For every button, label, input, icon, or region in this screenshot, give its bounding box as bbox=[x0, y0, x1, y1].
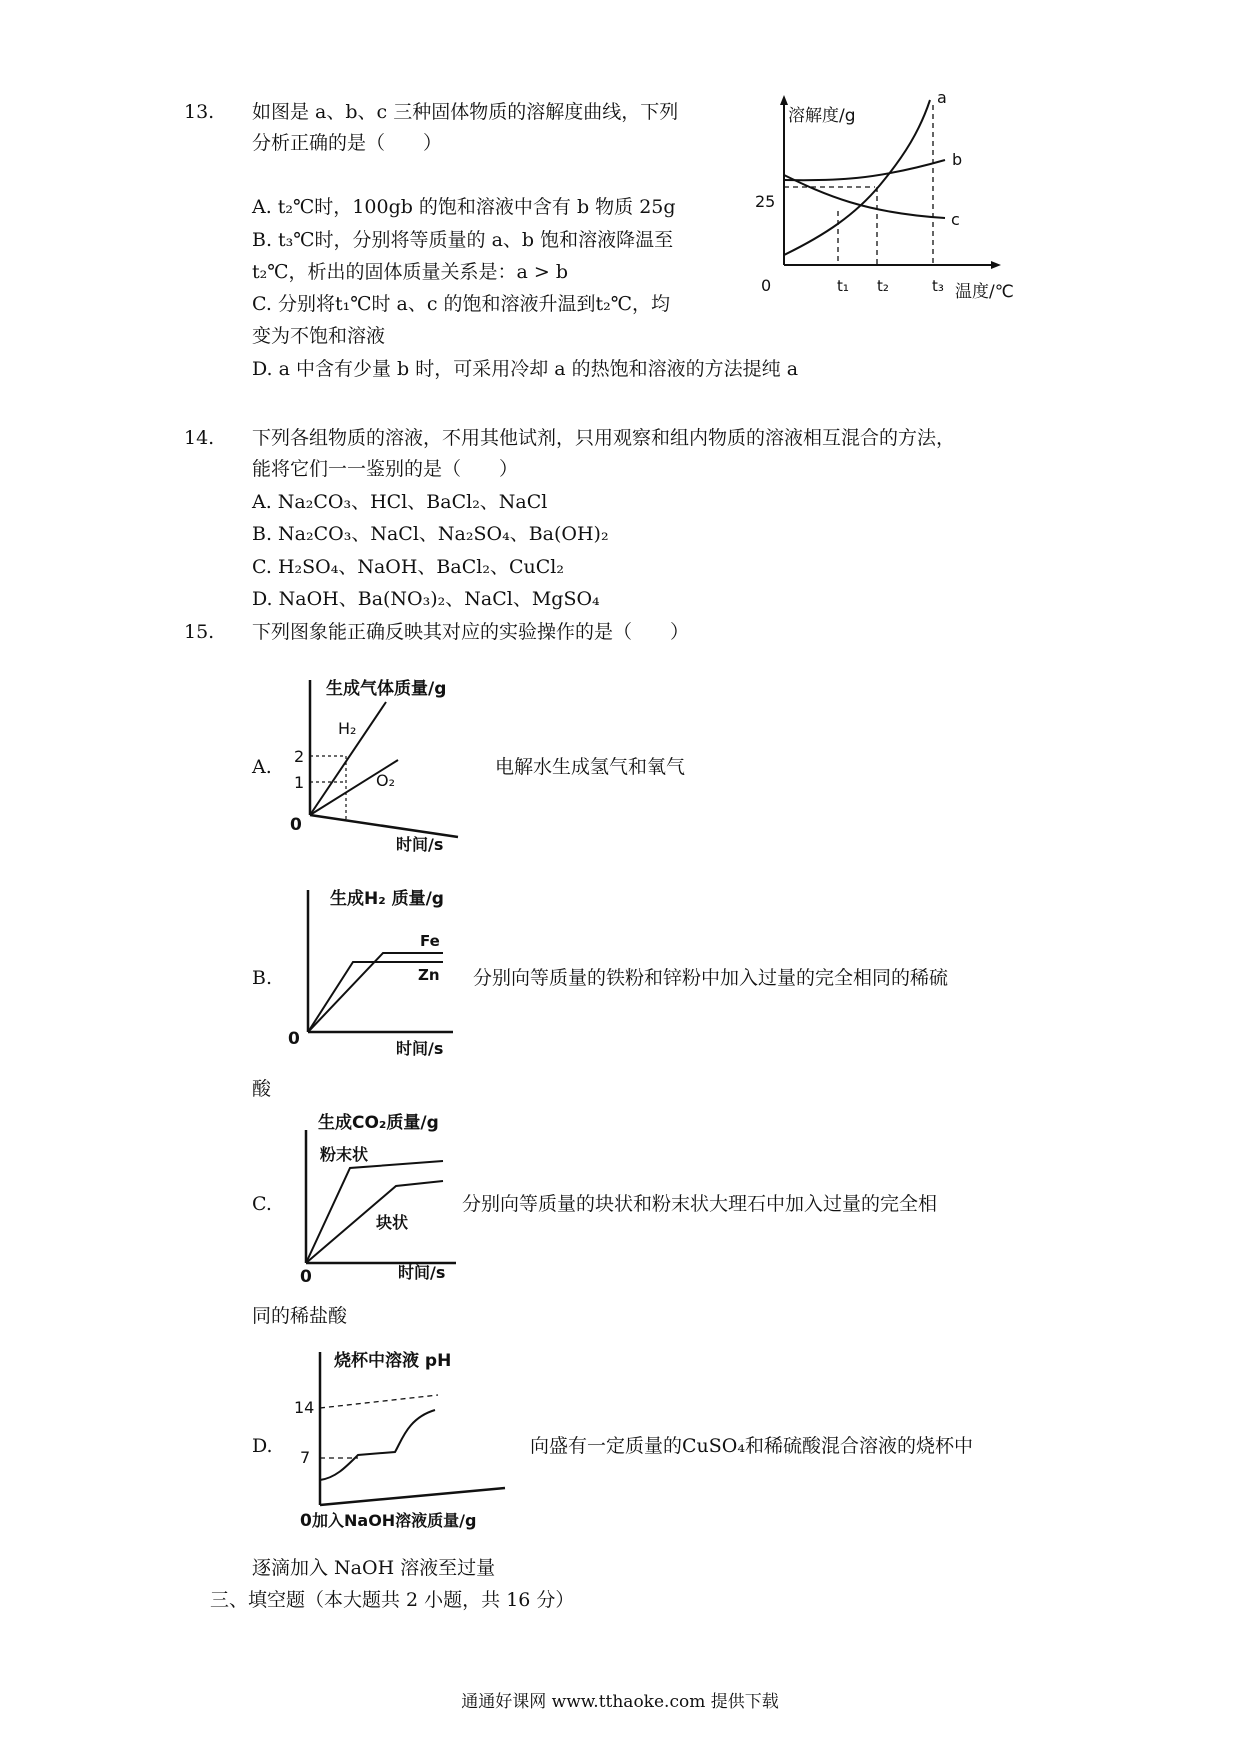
series-lump-label: 块状 bbox=[376, 1213, 409, 1232]
q15-option-c-desc-line1: 分别向等质量的块状和粉末状大理石中加入过量的完全相 bbox=[462, 1193, 938, 1215]
q15-option-c-desc-line2: 同的稀盐酸 bbox=[252, 1305, 348, 1327]
y-tick-25: 25 bbox=[755, 192, 776, 211]
y-axis-label: 烧杯中溶液 pH bbox=[334, 1351, 452, 1371]
series-powder-label: 粉末状 bbox=[320, 1145, 369, 1164]
x-axis bbox=[320, 1488, 505, 1505]
y-axis-label: 生成H₂ 质量/g bbox=[330, 889, 444, 909]
q13-stem-line1: 如图是 a、b、c 三种固体物质的溶解度曲线，下列 bbox=[252, 101, 679, 123]
curve-label-b: b bbox=[952, 150, 963, 169]
q14-option-b: B. Na₂CO₃、NaCl、Na₂SO₄、Ba(OH)₂ bbox=[252, 523, 609, 545]
x-tick-t1: t₁ bbox=[837, 277, 849, 295]
guide-14 bbox=[320, 1395, 438, 1408]
q14-stem-line2: 能将它们一一鉴别的是（ ） bbox=[252, 458, 519, 480]
q15-option-d-desc-line2: 逐滴加入 NaOH 溶液至过量 bbox=[252, 1557, 496, 1579]
curve-b bbox=[784, 160, 945, 180]
curve-c bbox=[784, 175, 945, 218]
x-axis-label: 时间/s bbox=[398, 1263, 446, 1282]
q15-chart-a bbox=[288, 672, 488, 862]
q15-option-b-desc-line2: 酸 bbox=[252, 1078, 272, 1100]
y-tick-7: 7 bbox=[300, 1448, 311, 1467]
q13-option-c-line1: C. 分别将t₁℃时 a、c 的饱和溶液升温到t₂℃，均 bbox=[252, 293, 671, 315]
series-h2-label: H₂ bbox=[338, 719, 357, 738]
q15-option-b-label: B. bbox=[252, 967, 273, 989]
y-axis-label: 生成CO₂质量/g bbox=[318, 1113, 439, 1133]
q13-solubility-chart bbox=[755, 88, 1035, 310]
x-axis-label: 温度/℃ bbox=[955, 282, 1014, 302]
series-ph-curve bbox=[320, 1410, 435, 1480]
q15-option-a-desc: 电解水生成氢气和氧气 bbox=[495, 756, 686, 778]
q15-chart-c bbox=[288, 1108, 473, 1293]
y-axis-arrow bbox=[780, 95, 788, 105]
origin-label: 0 bbox=[761, 276, 772, 295]
series-lump-line bbox=[306, 1181, 443, 1263]
q15-option-d-desc-line1: 向盛有一定质量的CuSO₄和稀硫酸混合溶液的烧杯中 bbox=[530, 1435, 973, 1457]
q15-number: 15. bbox=[184, 621, 215, 643]
q13-option-b-line1: B. t₃℃时，分别将等质量的 a、b 饱和溶液降温至 bbox=[252, 229, 674, 251]
q15-stem: 下列图象能正确反映其对应的实验操作的是（ ） bbox=[252, 621, 690, 643]
y-tick-1: 1 bbox=[294, 773, 305, 792]
q15-option-d-label: D. bbox=[252, 1435, 273, 1457]
curve-label-a: a bbox=[937, 88, 947, 107]
q13-option-d: D. a 中含有少量 b 时，可采用冷却 a 的热饱和溶液的方法提纯 a bbox=[252, 358, 799, 380]
y-axis-label: 生成气体质量/g bbox=[326, 679, 447, 699]
q14-number: 14. bbox=[184, 427, 215, 449]
q13-option-b-line2: t₂℃，析出的固体质量关系是：a > b bbox=[252, 261, 568, 283]
series-o2-label: O₂ bbox=[376, 771, 396, 790]
y-tick-14: 14 bbox=[294, 1398, 315, 1417]
q13-stem-line2: 分析正确的是（ ） bbox=[252, 132, 443, 154]
q15-option-c-label: C. bbox=[252, 1193, 272, 1215]
footer-source: 通通好课网 www.tthaoke.com 提供下载 bbox=[461, 1692, 779, 1712]
q14-option-c: C. H₂SO₄、NaOH、BaCl₂、CuCl₂ bbox=[252, 556, 564, 578]
x-axis-label: 时间/s bbox=[396, 1039, 444, 1058]
q13-option-c-line2: 变为不饱和溶液 bbox=[252, 325, 386, 347]
series-fe-line bbox=[308, 953, 443, 1032]
x-axis-arrow bbox=[991, 261, 1001, 269]
q13-option-a: A. t₂℃时，100gb 的饱和溶液中含有 b 物质 25g bbox=[252, 196, 676, 218]
origin-label: 0 bbox=[300, 1267, 312, 1287]
q13-number: 13. bbox=[184, 101, 215, 123]
series-zn-label: Zn bbox=[418, 966, 440, 984]
series-powder-line bbox=[306, 1161, 443, 1263]
q15-chart-b bbox=[288, 882, 478, 1067]
q15-option-b-desc-line1: 分别向等质量的铁粉和锌粉中加入过量的完全相同的稀硫 bbox=[473, 967, 949, 989]
x-tick-t2: t₂ bbox=[877, 277, 889, 295]
origin-label: 0 bbox=[288, 1029, 300, 1049]
x-axis bbox=[310, 815, 458, 837]
q14-option-d: D. NaOH、Ba(NO₃)₂、NaCl、MgSO₄ bbox=[252, 588, 600, 610]
y-tick-2: 2 bbox=[294, 747, 305, 766]
q15-option-a-label: A. bbox=[252, 756, 272, 778]
curve-label-c: c bbox=[951, 210, 960, 229]
q14-option-a: A. Na₂CO₃、HCl、BaCl₂、NaCl bbox=[252, 491, 548, 513]
x-tick-t3: t₃ bbox=[932, 277, 944, 295]
y-axis-label: 溶解度/g bbox=[788, 106, 856, 126]
x-axis-label: 加入NaOH溶液质量/g bbox=[312, 1511, 477, 1530]
x-axis-label: 时间/s bbox=[396, 835, 444, 854]
q15-chart-d bbox=[290, 1340, 530, 1540]
origin-label: 0 bbox=[290, 815, 302, 835]
q14-stem-line1: 下列各组物质的溶液，不用其他试剂，只用观察和组内物质的溶液相互混合的方法， bbox=[252, 427, 956, 449]
origin-label: 0 bbox=[300, 1511, 312, 1531]
section3-heading: 三、填空题（本大题共 2 小题，共 16 分） bbox=[210, 1589, 575, 1611]
series-fe-label: Fe bbox=[420, 932, 440, 950]
